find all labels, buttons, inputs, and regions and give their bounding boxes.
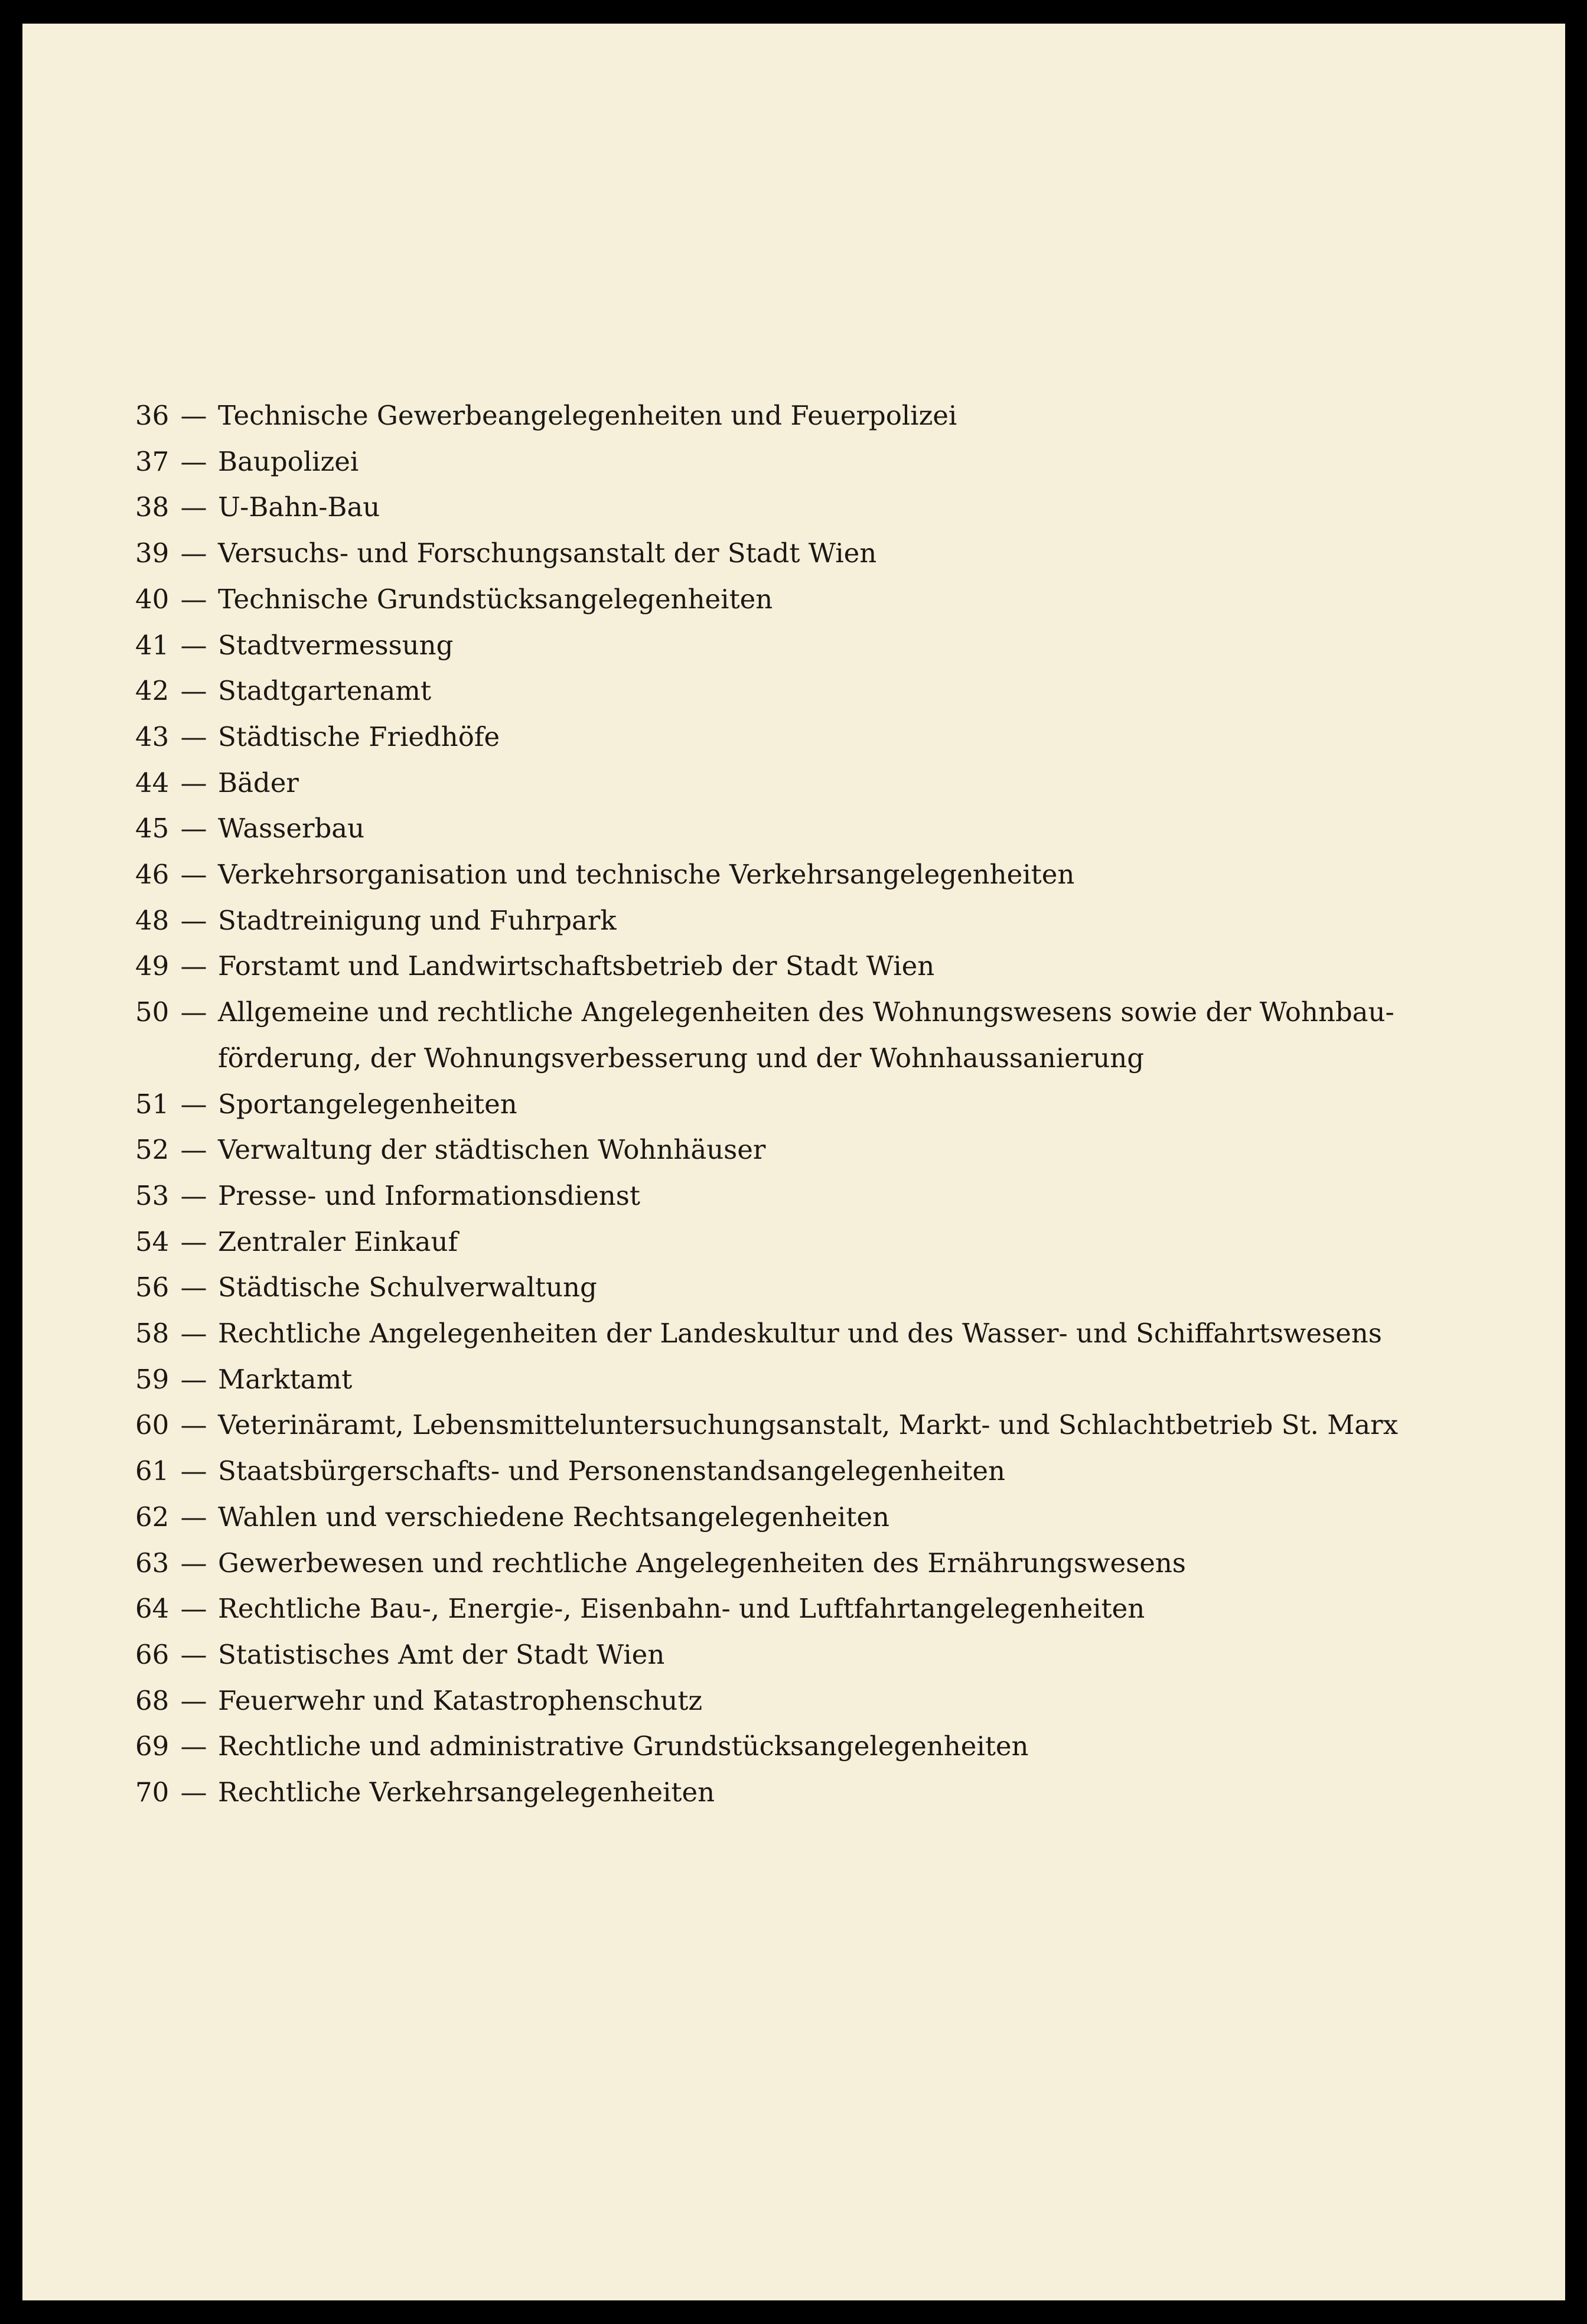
entry-label bbox=[218, 852, 1435, 898]
entry-separator: — bbox=[180, 537, 207, 569]
entry-text: Feuerwehr und Katastrophenschutz bbox=[218, 1684, 703, 1716]
entry-number: 69 bbox=[135, 1730, 170, 1762]
list-item bbox=[135, 1219, 1435, 1265]
entry-text: Wahlen und verschiedene Rechtsangelegenheiten bbox=[218, 1501, 890, 1533]
entry-separator: — bbox=[180, 721, 207, 752]
entry-separator: — bbox=[180, 996, 207, 1028]
entry-number: 43 bbox=[135, 721, 170, 752]
entry-label bbox=[218, 806, 1435, 852]
entry-label bbox=[218, 1173, 1435, 1219]
entry-separator: — bbox=[180, 1593, 207, 1625]
entry-separator: — bbox=[180, 1501, 207, 1533]
entry-label bbox=[218, 530, 1435, 576]
list-item bbox=[135, 898, 1435, 944]
entry-text: Rechtliche Angelegenheiten der Landeskultur und des Wasser- und Schiffahrtswesens bbox=[218, 1318, 1382, 1350]
entry-text: Stadtgartenamt bbox=[218, 675, 432, 707]
entry-text: Allgemeine und rechtliche Angelegenheiten des Wohnungswesens sowie der Wohnbau- bbox=[218, 996, 1394, 1028]
entry-text: Statistisches Amt der Stadt Wien bbox=[218, 1638, 665, 1670]
entry-number: 59 bbox=[135, 1363, 170, 1395]
list-item bbox=[135, 1127, 1435, 1173]
entry-number: 63 bbox=[135, 1547, 170, 1579]
entry-text: Zentraler Einkauf bbox=[218, 1225, 458, 1257]
entry-separator: — bbox=[180, 904, 207, 936]
entry-separator: — bbox=[180, 675, 207, 707]
entry-label bbox=[218, 1769, 1435, 1815]
entry-number: 56 bbox=[135, 1272, 170, 1303]
entry-number: 42 bbox=[135, 675, 170, 707]
entry-label bbox=[218, 1402, 1435, 1448]
list-item bbox=[135, 1723, 1435, 1769]
list-item bbox=[135, 1769, 1435, 1815]
list-item bbox=[135, 760, 1435, 806]
document-page bbox=[22, 24, 1565, 2300]
entry-text: Presse- und Informationsdienst bbox=[218, 1179, 640, 1211]
entry-number: 45 bbox=[135, 813, 170, 845]
entry-separator: — bbox=[180, 1684, 207, 1716]
list-item bbox=[135, 530, 1435, 576]
entry-number: 54 bbox=[135, 1225, 170, 1257]
entry-number: 48 bbox=[135, 904, 170, 936]
list-item bbox=[135, 439, 1435, 485]
entry-separator: — bbox=[180, 1179, 207, 1211]
entry-label bbox=[218, 1357, 1435, 1403]
entry-separator: — bbox=[180, 1318, 207, 1350]
entry-text: Stadtreinigung und Fuhrpark bbox=[218, 904, 617, 936]
entry-number: 50 bbox=[135, 996, 170, 1028]
list-item bbox=[135, 1264, 1435, 1311]
entry-separator: — bbox=[180, 813, 207, 845]
entry-label bbox=[218, 484, 1435, 530]
entry-label bbox=[218, 1494, 1435, 1540]
entry-text: Sportangelegenheiten bbox=[218, 1088, 517, 1120]
list-item bbox=[135, 1586, 1435, 1632]
entry-text: Technische Gewerbeangelegenheiten und Feuerpolizei bbox=[218, 400, 957, 431]
entry-separator: — bbox=[180, 859, 207, 891]
entry-label bbox=[218, 760, 1435, 806]
entry-separator: — bbox=[180, 1088, 207, 1120]
list-item bbox=[135, 668, 1435, 714]
entry-text: Bäder bbox=[218, 767, 299, 798]
entry-number: 41 bbox=[135, 629, 170, 661]
entry-separator: — bbox=[180, 1272, 207, 1303]
entry-label bbox=[218, 898, 1435, 944]
list-item bbox=[135, 1540, 1435, 1586]
entry-label bbox=[218, 1678, 1435, 1724]
list-item bbox=[135, 1632, 1435, 1678]
entry-text: Veterinäramt, Lebensmitteluntersuchungsanstalt, Markt- und Schlachtbetrieb St. Marx bbox=[218, 1409, 1398, 1441]
entry-separator: — bbox=[180, 400, 207, 431]
entry-number: 49 bbox=[135, 950, 170, 982]
entry-text: Verkehrsorganisation und technische Verkehrsangelegenheiten bbox=[218, 859, 1075, 891]
list-item bbox=[135, 484, 1435, 530]
entry-text: U-Bahn-Bau bbox=[218, 491, 380, 523]
entry-separator: — bbox=[180, 767, 207, 798]
entry-text: Forstamt und Landwirtschaftsbetrieb der Stadt Wien bbox=[218, 950, 935, 982]
list-item bbox=[135, 1311, 1435, 1357]
entry-text: Technische Grundstücksangelegenheiten bbox=[218, 583, 773, 615]
entry-number: 58 bbox=[135, 1318, 170, 1350]
entry-label bbox=[218, 576, 1435, 622]
entry-number: 60 bbox=[135, 1409, 170, 1441]
entry-number: 44 bbox=[135, 767, 170, 798]
entry-number: 70 bbox=[135, 1777, 170, 1808]
entry-number: 52 bbox=[135, 1134, 170, 1166]
list-item bbox=[135, 1357, 1435, 1403]
entry-text: Marktamt bbox=[218, 1363, 353, 1395]
entry-number: 66 bbox=[135, 1638, 170, 1670]
department-list bbox=[135, 393, 1435, 1815]
entry-number: 39 bbox=[135, 537, 170, 569]
entry-label bbox=[218, 1127, 1435, 1173]
entry-label bbox=[218, 1311, 1435, 1357]
list-item bbox=[135, 622, 1435, 669]
entry-separator: — bbox=[180, 1547, 207, 1579]
entry-separator: — bbox=[180, 1363, 207, 1395]
entry-separator: — bbox=[180, 629, 207, 661]
entry-label bbox=[218, 668, 1435, 714]
entry-label bbox=[218, 622, 1435, 669]
entry-label bbox=[218, 989, 1435, 1081]
entry-label bbox=[218, 943, 1435, 989]
entry-label bbox=[218, 439, 1435, 485]
entry-separator: — bbox=[180, 1409, 207, 1441]
entry-number: 37 bbox=[135, 445, 170, 477]
entry-separator: — bbox=[180, 1225, 207, 1257]
entry-number: 68 bbox=[135, 1684, 170, 1716]
entry-label bbox=[218, 1632, 1435, 1678]
entry-label bbox=[218, 1264, 1435, 1311]
entry-label bbox=[218, 393, 1435, 439]
entry-text: Rechtliche Verkehrsangelegenheiten bbox=[218, 1777, 715, 1808]
entry-text: Städtische Schulverwaltung bbox=[218, 1272, 597, 1303]
entry-separator: — bbox=[180, 1455, 207, 1487]
list-item bbox=[135, 1173, 1435, 1219]
list-item bbox=[135, 989, 1435, 1081]
entry-text: Stadtvermessung bbox=[218, 629, 454, 661]
entry-separator: — bbox=[180, 583, 207, 615]
entry-text: Staatsbürgerschafts- und Personenstandsangelegenheiten bbox=[218, 1455, 1005, 1487]
entry-separator: — bbox=[180, 1730, 207, 1762]
list-item bbox=[135, 852, 1435, 898]
entry-label bbox=[218, 1219, 1435, 1265]
entry-label bbox=[218, 1448, 1435, 1494]
entry-label bbox=[218, 1081, 1435, 1127]
entry-number: 36 bbox=[135, 400, 170, 431]
entry-separator: — bbox=[180, 445, 207, 477]
entry-text: Gewerbewesen und rechtliche Angelegenheiten des Ernährungswesens bbox=[218, 1547, 1186, 1579]
entry-number: 40 bbox=[135, 583, 170, 615]
entry-separator: — bbox=[180, 1638, 207, 1670]
list-item bbox=[135, 1448, 1435, 1494]
entry-number: 61 bbox=[135, 1455, 170, 1487]
entry-label bbox=[218, 1723, 1435, 1769]
list-item bbox=[135, 1678, 1435, 1724]
entry-text: Wasserbau bbox=[218, 813, 365, 845]
entry-separator: — bbox=[180, 1777, 207, 1808]
entry-separator: — bbox=[180, 1134, 207, 1166]
list-item bbox=[135, 714, 1435, 760]
entry-text: Städtische Friedhöfe bbox=[218, 721, 500, 752]
entry-text: Verwaltung der städtischen Wohnhäuser bbox=[218, 1134, 766, 1166]
list-item bbox=[135, 1402, 1435, 1448]
entry-text-continuation: förderung, der Wohnungsverbesserung und der Wohnhaussanierung bbox=[218, 1042, 1145, 1074]
entry-number: 64 bbox=[135, 1593, 170, 1625]
list-item bbox=[135, 806, 1435, 852]
entry-number: 51 bbox=[135, 1088, 170, 1120]
list-item bbox=[135, 393, 1435, 439]
entry-label bbox=[218, 714, 1435, 760]
entry-number: 38 bbox=[135, 491, 170, 523]
entry-number: 62 bbox=[135, 1501, 170, 1533]
entry-text: Rechtliche und administrative Grundstücksangelegenheiten bbox=[218, 1730, 1029, 1762]
entry-label bbox=[218, 1540, 1435, 1586]
list-item bbox=[135, 943, 1435, 989]
entry-separator: — bbox=[180, 491, 207, 523]
entry-label bbox=[218, 1586, 1435, 1632]
list-item bbox=[135, 1494, 1435, 1540]
entry-text: Rechtliche Bau-, Energie-, Eisenbahn- und Luftfahrtangelegenheiten bbox=[218, 1593, 1145, 1625]
entry-separator: — bbox=[180, 950, 207, 982]
list-item bbox=[135, 1081, 1435, 1127]
entry-text: Versuchs- und Forschungsanstalt der Stadt Wien bbox=[218, 537, 877, 569]
entry-number: 46 bbox=[135, 859, 170, 891]
list-item bbox=[135, 576, 1435, 622]
entry-number: 53 bbox=[135, 1179, 170, 1211]
entry-text: Baupolizei bbox=[218, 445, 359, 477]
